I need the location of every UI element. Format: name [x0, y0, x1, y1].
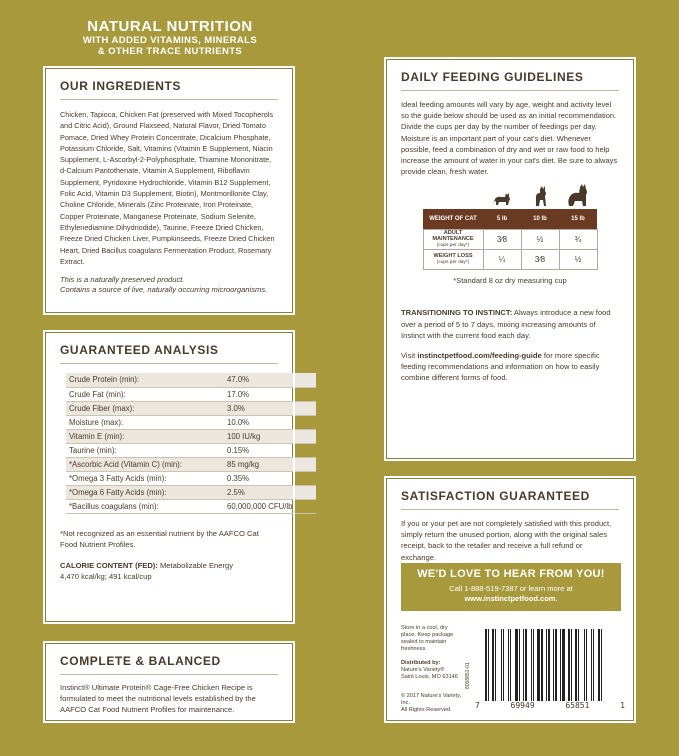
- barcode-group-1: 69949: [510, 701, 535, 710]
- barcode-digits: [475, 701, 625, 710]
- ingredients-note-microorganisms: Contains a source of live, naturally occurring microorganisms.: [60, 285, 268, 295]
- lot-code: 8058851-01: [465, 662, 471, 689]
- feeding-head-cell: 10 lb: [521, 209, 559, 229]
- complete-panel: [45, 643, 293, 721]
- header: [45, 18, 295, 57]
- barcode-bar: [503, 629, 504, 701]
- analysis-label: *Ascorbic Acid (Vitamin C) (min):: [66, 457, 224, 471]
- feeding-head-cell: 15 lb: [559, 209, 597, 229]
- feeding-amount: ¾: [559, 229, 597, 250]
- feeding-row-title: ADULT MAINTENANCE: [432, 229, 474, 243]
- visit-prefix: Visit: [401, 351, 418, 361]
- barcode-bar: [495, 629, 496, 701]
- barcode-bar: [555, 629, 557, 701]
- barcode-bar: [533, 629, 534, 701]
- analysis-value: 85 mg/kg: [224, 457, 316, 471]
- barcode-bar: [521, 629, 522, 701]
- barcode-digit-right: 1: [620, 701, 625, 710]
- analysis-row: [66, 471, 316, 485]
- analysis-label: Crude Protein (min):: [66, 373, 224, 387]
- barcode-bar: [485, 629, 487, 701]
- feeding-guide-link[interactable]: instinctpetfood.com/feeding-guide: [417, 351, 542, 361]
- barcode-bar: [541, 629, 543, 701]
- analysis-label: Vitamin E (min):: [66, 429, 224, 443]
- barcode-bar: [505, 629, 507, 701]
- feeding-row-unit: (cups per day*): [436, 259, 470, 265]
- analysis-label: Moisture (max):: [66, 415, 224, 429]
- distributed-label: Distributed by:: [401, 660, 441, 666]
- distributor-city: Saint Louis, MO 63146: [401, 674, 458, 680]
- barcode-bar: [544, 629, 545, 701]
- barcode-bar: [566, 629, 567, 701]
- feeding-row-label: [423, 229, 483, 250]
- analysis-label: Crude Fiber (max):: [66, 401, 224, 415]
- barcode-bar: [519, 629, 520, 701]
- feeding-head-cell: 5 lb: [483, 209, 521, 229]
- feeding-amount: ½: [559, 250, 597, 270]
- barcode-digit-left: 7: [475, 701, 480, 710]
- barcode-bar: [568, 629, 570, 701]
- cat-silhouettes: [387, 183, 633, 209]
- feeding-head-cell: WEIGHT OF CAT: [423, 209, 483, 229]
- barcode-bar: [591, 629, 592, 701]
- feeding-amount: 3⁄8: [521, 250, 559, 270]
- cup-note: *Standard 8 oz dry measuring cup: [453, 276, 567, 286]
- feeding-text: Ideal feeding amounts will vary by age, weight and activity level so the guide below should be used as an initial recommendation. Divide the cups per day by the number of feedings per day. Moisture is an important part of your cat's diet. Whenever possible, feed a combination of dry and wet or raw food to help increase the amount of water in your cat's diet. Be sure to always provide clean, fresh water.: [401, 100, 618, 177]
- analysis-value: 100 IU/kg: [224, 429, 316, 443]
- ingredients-panel: [45, 68, 293, 313]
- barcode-bar: [560, 629, 561, 701]
- barcode-bar: [508, 629, 509, 701]
- satisfaction-title: SATISFACTION GUARANTEED: [401, 489, 619, 510]
- barcode-bar: [525, 629, 527, 701]
- transition-body: Always introduce a new food over a period of 5 to 7 days, mixing increasing amounts of Instinct with the current food each day.: [401, 308, 611, 340]
- barcode-bar: [580, 629, 583, 701]
- analysis-value: 0.15%: [224, 443, 316, 457]
- barcode-bar: [573, 629, 574, 701]
- analysis-panel: [45, 332, 293, 622]
- visit-body: for more specific feeding recommendations and information on how to easily combine different forms of food.: [401, 351, 600, 383]
- header-subtitle-2: & OTHER TRACE NUTRIENTS: [97, 46, 243, 57]
- visit-text: [401, 350, 619, 384]
- analysis-row: [66, 443, 316, 457]
- barcode-bar: [575, 629, 577, 701]
- analysis-row: [66, 485, 316, 499]
- barcode-bar: [603, 629, 604, 701]
- barcode-bar: [578, 629, 579, 701]
- feeding-row: [423, 250, 597, 270]
- analysis-title: GUARANTEED ANALYSIS: [60, 343, 278, 364]
- analysis-value: 3.0%: [224, 401, 316, 415]
- analysis-value: 60,000,000 CFU/lb: [224, 499, 316, 513]
- analysis-value: 10.0%: [224, 415, 316, 429]
- barcode: [485, 629, 613, 701]
- barcode-bar: [551, 629, 552, 701]
- barcode-bar: [601, 629, 602, 701]
- contact-banner: [401, 563, 621, 611]
- barcode-bar: [593, 629, 594, 701]
- complete-text: Instinct® Ultimate Protein® Cage-Free Chicken Recipe is formulated to meet the nutritional levels established by the AAFCO Cat Food Nutrient Profiles for maintenance.: [60, 683, 256, 714]
- analysis-row: [66, 457, 316, 471]
- barcode-bar: [523, 629, 524, 701]
- transition-label: TRANSITIONING TO INSTINCT:: [401, 308, 513, 318]
- barcode-bar: [528, 629, 530, 701]
- footer-info: [401, 625, 463, 714]
- cat-small-icon: [491, 189, 513, 207]
- barcode-bar: [497, 629, 500, 701]
- analysis-value: 47.0%: [224, 373, 316, 387]
- analysis-label: Crude Fat (min):: [66, 387, 224, 401]
- feeding-amount: ¼: [483, 250, 521, 270]
- header-subtitle-1: WITH ADDED VITAMINS, MINERALS: [82, 35, 258, 46]
- feeding-title: DAILY FEEDING GUIDELINES: [401, 70, 619, 91]
- storage-note: Store in a cool, dry place. Keep package sealed to maintain freshness.: [401, 625, 454, 652]
- analysis-row: [66, 387, 316, 401]
- analysis-row: [66, 429, 316, 443]
- barcode-bar: [531, 629, 532, 701]
- barcode-bar: [584, 629, 585, 701]
- feeding-row-unit: (cups per day*): [436, 242, 470, 248]
- distributor-name: Nature's Variety®: [401, 667, 445, 673]
- feeding-amount: ½: [521, 229, 559, 250]
- analysis-label: *Omega 6 Fatty Acids (min):: [66, 485, 224, 499]
- barcode-bar: [562, 629, 565, 701]
- barcode-bar: [586, 629, 587, 701]
- barcode-bar: [488, 629, 489, 701]
- barcode-bar: [535, 629, 536, 701]
- analysis-row: [66, 401, 316, 415]
- analysis-row: [66, 415, 316, 429]
- transition-text: [401, 307, 619, 341]
- barcode-group-2: 65851: [565, 701, 590, 710]
- ingredients-text: Chicken, Tapioca, Chicken Fat (preserved with Mixed Tocopherols and Citric Acid), Ground Flaxseed, Natural Flavor, Dried Tomato Pomace, Dried Whey Protein Concentrate, Dicalcium Phosphate, Potassium Chloride, Salt, Vitamins (Vitamin E Supplement, Niacin Supplement, L-Ascorbyl-2-Polyphosphate, Thiamine Mononitrate, d-Calcium Pantothenate, Vitamin A Supplement, Riboflavin Supplement, Pyridoxine Hydrochloride, Vitamin B12 Supplement, Folic Acid, Vitamin D3 Supplement, Biotin), Montmorillonite Clay, Choline Chloride, Minerals (Zinc Proteinate, Iron Proteinate, Copper Proteinate, Manganese Proteinate, Sodium Selenite, Ethylenediamine Dihydriodide), Taurine, Freeze Dried Chicken, Freeze Dried Chicken Liver, Pumpkinseeds, Freeze Dried Chicken Heart, Dried Bacillus coagulans Fermentation Product, Rosemary Extract.: [60, 110, 275, 266]
- calorie-content: [60, 560, 278, 582]
- feeding-amount: 3⁄8: [483, 229, 521, 250]
- copyright-1: © 2017 Nature's Variety, Inc.: [401, 693, 462, 706]
- banner-website[interactable]: www.instinctpetfood.com.: [464, 594, 558, 603]
- calorie-label: CALORIE CONTENT (FED):: [60, 560, 158, 570]
- header-title: NATURAL NUTRITION: [87, 18, 253, 35]
- barcode-bar: [512, 629, 514, 701]
- copyright-2: All Rights Reserved.: [401, 707, 452, 713]
- analysis-label: Taurine (min):: [66, 443, 224, 457]
- ingredients-title: OUR INGREDIENTS: [60, 79, 278, 100]
- barcode-bar: [515, 629, 518, 701]
- calorie-text: Metabolizable Energy: [157, 560, 234, 570]
- barcode-bar: [537, 629, 540, 701]
- barcode-bar: [598, 629, 600, 701]
- barcode-bar: [588, 629, 590, 701]
- barcode-bar: [558, 629, 559, 701]
- analysis-row: [66, 499, 316, 513]
- barcode-bar: [492, 629, 494, 701]
- ingredients-note-preserved: This is a naturally preserved product.: [60, 275, 185, 285]
- analysis-row: [66, 373, 316, 387]
- feeding-table: [423, 209, 598, 270]
- barcode-bar: [490, 629, 491, 701]
- banner-phone: Call 1-888-519-7387 or learn more at: [449, 584, 573, 593]
- satisfaction-text: If you or your pet are not completely satisfied with this product, simply return the unused portion, along with the original sales receipt, back to the retailer and receive a full refund or exchange.: [401, 519, 612, 562]
- satisfaction-panel: [386, 478, 634, 721]
- feeding-row-title: WEIGHT LOSS: [433, 253, 473, 260]
- analysis-label: *Bacillus coagulans (min):: [66, 499, 224, 513]
- barcode-bar: [501, 629, 502, 701]
- barcode-bar: [553, 629, 554, 701]
- barcode-bar: [571, 629, 572, 701]
- feeding-row: [423, 229, 597, 250]
- calorie-values: 4,470 kcal/kg; 491 kcal/cup: [60, 571, 152, 581]
- barcode-bar: [595, 629, 597, 701]
- barcode-bar: [510, 629, 511, 701]
- analysis-value: 2.5%: [224, 485, 316, 499]
- analysis-table: [66, 373, 316, 514]
- feeding-panel: [386, 59, 634, 459]
- barcode-bar: [548, 629, 550, 701]
- analysis-label: *Omega 3 Fatty Acids (min):: [66, 471, 224, 485]
- cat-large-icon: [565, 183, 591, 207]
- feeding-row-label: [423, 250, 483, 270]
- banner-title: WE'D LOVE TO HEAR FROM YOU!: [417, 568, 605, 580]
- cat-medium-icon: [530, 185, 552, 207]
- barcode-bar: [546, 629, 547, 701]
- complete-title: COMPLETE & BALANCED: [60, 654, 278, 675]
- analysis-footnote: *Not recognized as an essential nutrient by the AAFCO Cat Food Nutrient Profiles.: [60, 528, 259, 549]
- analysis-value: 0.35%: [224, 471, 316, 485]
- analysis-value: 17.0%: [224, 387, 316, 401]
